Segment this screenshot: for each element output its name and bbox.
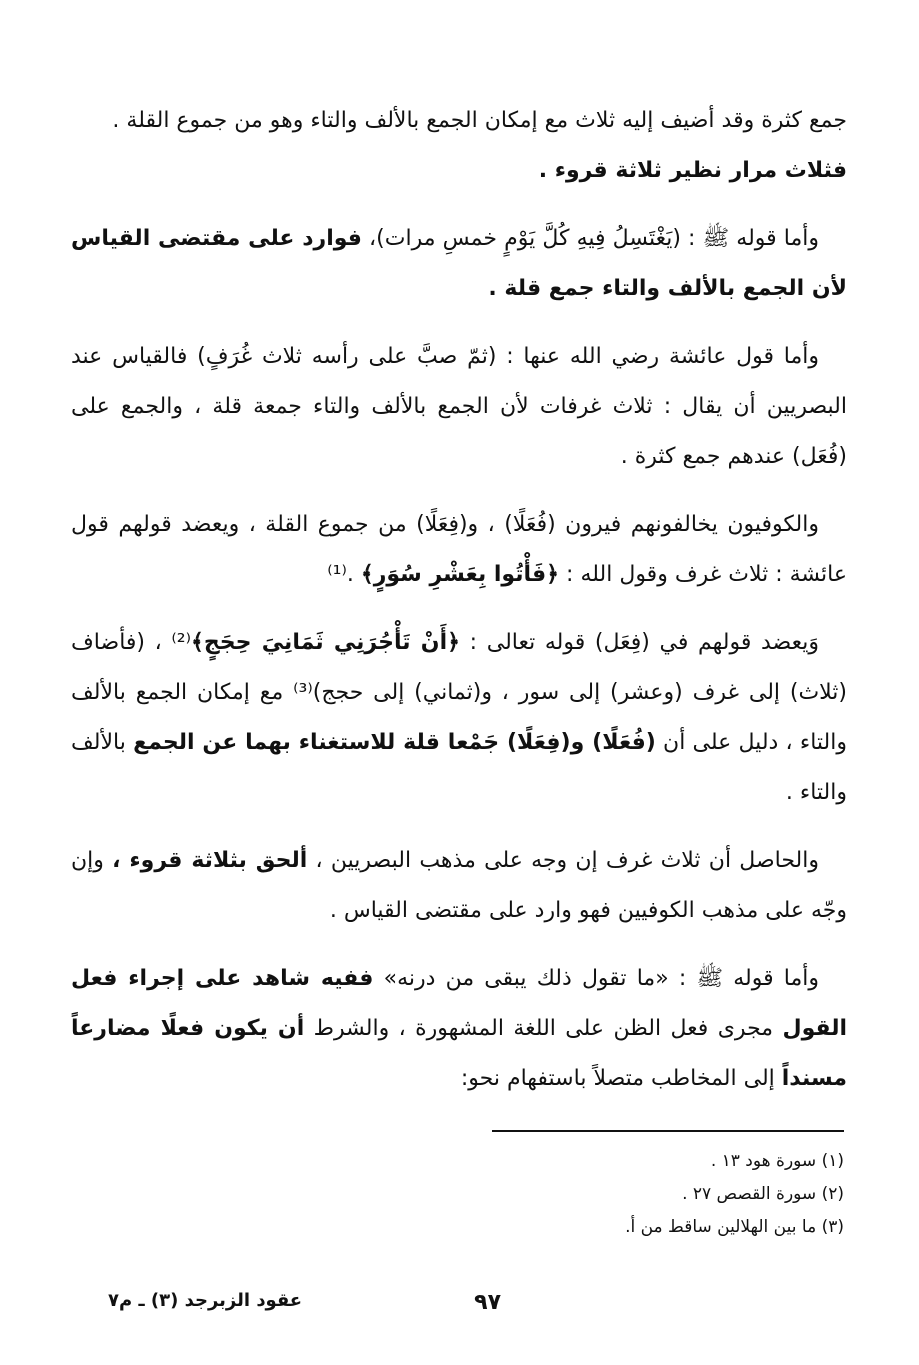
- paragraph-2-text: وأما قوله ﷺ : (يَغْتَسِلُ فِيهِ كُلَّ يَوْمٍ خمسِ مرات)،: [361, 226, 819, 251]
- quran-verse-2: ﴿أَنْ تَأْجُرَنِي ثَمَانِيَ حِجَجٍ﴾: [191, 630, 461, 655]
- paragraph-6: [71, 836, 847, 936]
- paragraph-2-bold: فوارد على مقتضى القياس لأن الجمع بالألف والتاء جمع قلة .: [71, 226, 847, 301]
- paragraph-4: [71, 500, 847, 600]
- paragraph-7: [71, 954, 847, 1104]
- footnote-3: (٣) ما بين الهلالين ساقط من أ.: [625, 1217, 844, 1237]
- paragraph-3-text: وأما قول عائشة رضي الله عنها : (ثمّ صبَّ على رأسه ثلاث غُرَفٍ) فالقياس عند البصريين أن يقال : ثلاث غرفات لأن الجمع بالألف والتاء جمعة قلة ، والجمع على (فُعَل) عندهم جمع كثرة .: [71, 344, 847, 469]
- paragraph-1-bold: فثلاث مرار نظير ثلاثة قروء .: [538, 158, 847, 183]
- paragraph-3: [71, 332, 847, 482]
- paragraph-5: [71, 618, 847, 818]
- quran-verse-1: ﴿فَأْتُوا بِعَشْرِ سُوَرٍ﴾: [360, 562, 560, 587]
- paragraph-5-bold: (فُعَلًا) و(فِعَلًا) جَمْعا قلة للاستغناء بهما عن الجمع: [133, 730, 656, 755]
- footnote-2: (٢) سورة القصص ٢٧ .: [682, 1184, 844, 1204]
- paragraph-5-text-2: ⁽²⁾ ، (فأضاف (ثلاث) إلى غرف (وعشر) إلى سور ، و(ثماني) إلى حجج)⁽³⁾ مع إمكان الجمع بالألف والتاء ، دليل على أن: [71, 630, 847, 755]
- paragraph-5-text-3: بالألف والتاء .: [71, 730, 847, 805]
- main-text: [71, 96, 847, 1122]
- paragraph-7-bold-2: أن يكون فعلًا مضارعاً مسنداً: [71, 1016, 847, 1091]
- paragraph-4-text: والكوفيون يخالفونهم فيرون (فُعَلًا) ، و(فِعَلًا) من جموع القلة ، ويعضد قولهم قول عائشة : ثلاث غرف وقول الله :: [71, 512, 847, 587]
- paragraph-6-bold: ألحق بثلاثة قروء ،: [112, 848, 308, 873]
- paragraph-7-bold: ففيه شاهد على إجراء فعل القول: [71, 966, 848, 1041]
- paragraph-7-text: وأما قوله ﷺ : «ما تقول ذلك يبقى من درنه»: [373, 966, 820, 991]
- footnotes: [444, 1145, 844, 1244]
- footnote-divider: [492, 1130, 844, 1132]
- paragraph-2: [71, 214, 847, 314]
- paragraph-7-text-3: إلى المخاطب متصلاً باستفهام نحو:: [460, 1066, 782, 1091]
- footnote-ref-1: .⁽¹⁾: [327, 562, 361, 587]
- paragraph-6-text-2: وإن وجّه على مذهب الكوفيين فهو وارد على مقتضى القياس .: [71, 848, 847, 923]
- paragraph-5-text: وَيعضد قولهم في (فِعَل) قوله تعالى :: [460, 630, 819, 655]
- paragraph-1-text: جمع كثرة وقد أضيف إليه ثلاث مع إمكان الجمع بالألف والتاء وهو من جموع القلة .: [112, 108, 847, 133]
- page-number: ٩٧: [474, 1290, 501, 1315]
- paragraph-1: [71, 96, 847, 196]
- paragraph-6-text: والحاصل أن ثلاث غرف إن وجه على مذهب البصريين ،: [307, 848, 819, 873]
- footnote-1: (١) سورة هود ١٣ .: [710, 1151, 844, 1171]
- running-title: عقود الزبرجد (٣) ـ م٧: [108, 1290, 303, 1311]
- page-footer: [0, 1290, 919, 1330]
- paragraph-7-text-2: مجرى فعل الظن على اللغة المشهورة ، والشرط: [304, 1016, 783, 1041]
